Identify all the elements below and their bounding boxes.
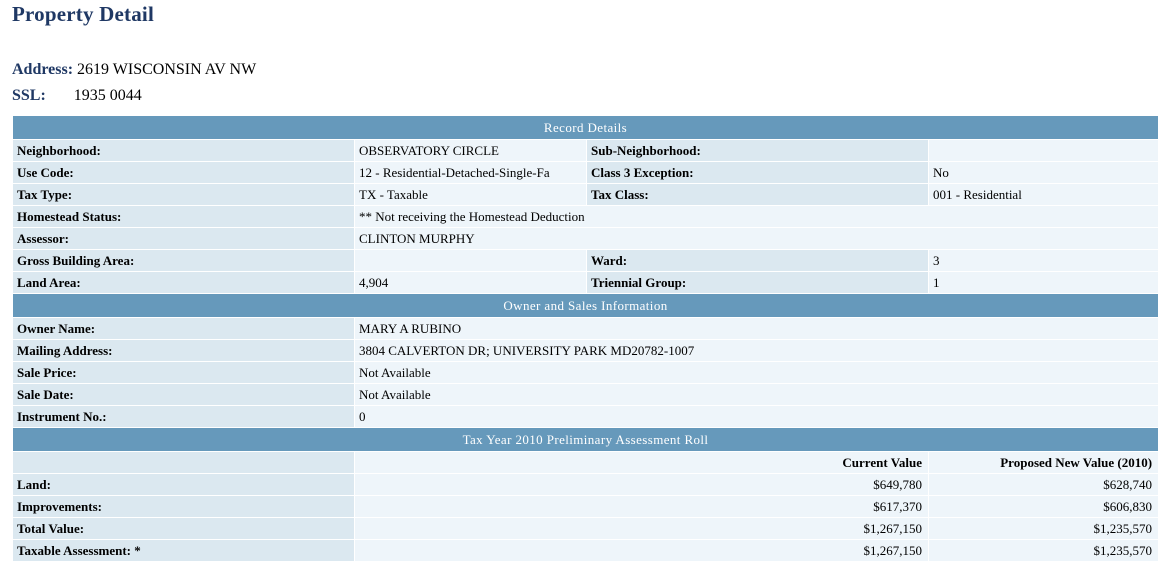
table-row	[13, 362, 1159, 384]
row-value: 3804 CALVERTON DR; UNIVERSITY PARK MD20782-1007	[355, 340, 1159, 362]
owner-sales-heading: Owner and Sales Information	[13, 294, 1159, 318]
section-header-row	[13, 294, 1159, 318]
table-row	[13, 496, 1159, 518]
row-proposed-value: $1,235,570	[929, 518, 1159, 540]
row-label: Owner Name:	[13, 318, 355, 340]
row-label: Mailing Address:	[13, 340, 355, 362]
section-header-row	[13, 428, 1159, 452]
address-value: 2619 WISCONSIN AV NW	[77, 61, 257, 78]
table-row	[13, 206, 1159, 228]
table-row	[13, 340, 1159, 362]
row-label: Land Area:	[13, 272, 355, 294]
row-label-secondary: Tax Class:	[587, 184, 929, 206]
table-row	[13, 540, 1159, 562]
row-value: 4,904	[355, 272, 587, 294]
row-value-secondary: No	[929, 162, 1159, 184]
record-details-table	[12, 115, 1159, 562]
row-label: Tax Type:	[13, 184, 355, 206]
table-row	[13, 228, 1159, 250]
ssl-label: SSL:	[12, 87, 46, 104]
row-current-value: $1,267,150	[355, 540, 929, 562]
row-label-secondary: Sub-Neighborhood:	[587, 140, 929, 162]
table-row	[13, 474, 1159, 496]
row-proposed-value: $628,740	[929, 474, 1159, 496]
table-row	[13, 162, 1159, 184]
row-current-value: $1,267,150	[355, 518, 929, 540]
record-details-heading: Record Details	[13, 116, 1159, 140]
row-label: Land:	[13, 474, 355, 496]
ssl-value: 1935 0044	[73, 87, 142, 104]
table-row	[13, 250, 1159, 272]
row-value-secondary: 001 - Residential	[929, 184, 1159, 206]
table-row	[13, 518, 1159, 540]
row-value: 0	[355, 406, 1159, 428]
assessment-current-header: Current Value	[355, 452, 929, 474]
row-label: Improvements:	[13, 496, 355, 518]
assessment-corner-cell	[13, 452, 355, 474]
row-value: Not Available	[355, 362, 1159, 384]
row-value-secondary: 3	[929, 250, 1159, 272]
row-value: TX - Taxable	[355, 184, 587, 206]
section-header-row	[13, 116, 1159, 140]
row-label: Neighborhood:	[13, 140, 355, 162]
row-label: Total Value:	[13, 518, 355, 540]
row-label: Assessor:	[13, 228, 355, 250]
table-row	[13, 140, 1159, 162]
assessment-proposed-header: Proposed New Value (2010)	[929, 452, 1159, 474]
row-value: MARY A RUBINO	[355, 318, 1159, 340]
row-value: 12 - Residential-Detached-Single-Fa	[355, 162, 587, 184]
row-current-value: $649,780	[355, 474, 929, 496]
row-label: Sale Date:	[13, 384, 355, 406]
assessment-heading: Tax Year 2010 Preliminary Assessment Roll	[13, 428, 1159, 452]
row-value	[355, 250, 587, 272]
address-label: Address:	[12, 61, 74, 78]
row-label-secondary: Ward:	[587, 250, 929, 272]
row-proposed-value: $1,235,570	[929, 540, 1159, 562]
assessment-column-header-row	[13, 452, 1159, 474]
row-value: ** Not receiving the Homestead Deduction	[355, 206, 1159, 228]
table-row	[13, 384, 1159, 406]
page-title: Property Detail	[12, 2, 154, 26]
address-row	[12, 57, 1162, 83]
row-current-value: $617,370	[355, 496, 929, 518]
table-row	[13, 318, 1159, 340]
table-row	[13, 406, 1159, 428]
row-label-secondary: Class 3 Exception:	[587, 162, 929, 184]
row-label: Homestead Status:	[13, 206, 355, 228]
row-label: Gross Building Area:	[13, 250, 355, 272]
row-value: Not Available	[355, 384, 1159, 406]
row-value: OBSERVATORY CIRCLE	[355, 140, 587, 162]
property-identity	[12, 57, 1162, 109]
row-label: Taxable Assessment: *	[13, 540, 355, 562]
table-row	[13, 272, 1159, 294]
row-label: Use Code:	[13, 162, 355, 184]
row-value: CLINTON MURPHY	[355, 228, 1159, 250]
row-label: Instrument No.:	[13, 406, 355, 428]
table-row	[13, 184, 1159, 206]
row-value-secondary	[929, 140, 1159, 162]
row-label-secondary: Triennial Group:	[587, 272, 929, 294]
row-label: Sale Price:	[13, 362, 355, 384]
row-value-secondary: 1	[929, 272, 1159, 294]
row-proposed-value: $606,830	[929, 496, 1159, 518]
ssl-row	[12, 83, 1162, 109]
